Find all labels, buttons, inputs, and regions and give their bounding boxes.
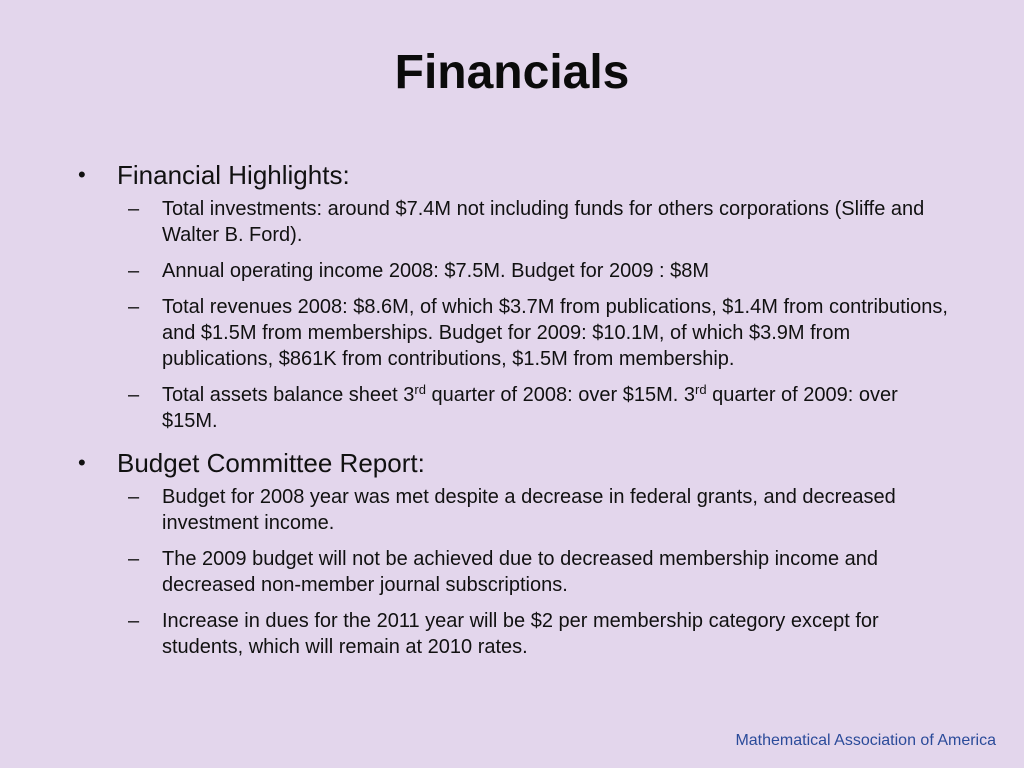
dash-icon: – (128, 486, 140, 508)
financial-highlights-list (70, 196, 950, 434)
dash-icon: – (128, 198, 140, 220)
dash-icon: – (128, 610, 140, 632)
list-item-text: Total investments: around $7.4M not including funds for others corporations (Sliffe and Walter B. Ford). (162, 198, 925, 246)
list-item-text: Increase in dues for the 2011 year will be $2 per membership category except for students, which will remain at 2010 rates. (162, 610, 879, 658)
text-part: Total assets balance sheet 3 (162, 384, 415, 406)
section-heading-budget-committee (70, 444, 950, 482)
list-item (70, 294, 950, 372)
bullet-icon: • (78, 450, 86, 475)
superscript: rd (695, 382, 707, 397)
list-item-text: Total revenues 2008: $8.6M, of which $3.7M from publications, $1.4M from contributions, and $1.5M from memberships. Budget for 2009: $10.1M, of which $3.9M from publications, $861K from contributions, $1.5M from membership. (162, 296, 948, 370)
section-heading-text: Financial Highlights: (117, 160, 350, 190)
list-item-text (162, 384, 898, 432)
superscript: rd (414, 382, 426, 397)
dash-icon: – (128, 548, 140, 570)
text-part: quarter of 2009: over $15M. (162, 384, 898, 432)
list-item-text: The 2009 budget will not be achieved due to decreased membership income and decreased non-member journal subscriptions. (162, 548, 879, 596)
list-item-text: Budget for 2008 year was met despite a decrease in federal grants, and decreased investment income. (162, 486, 896, 534)
list-item (70, 546, 950, 598)
section-heading-financial-highlights (70, 156, 950, 194)
slide-title: Financials (394, 46, 630, 99)
section-heading-text: Budget Committee Report: (117, 448, 425, 478)
budget-committee-list (70, 484, 950, 660)
list-item (70, 258, 950, 284)
list-item (70, 196, 950, 248)
dash-icon: – (128, 296, 140, 318)
text-part: quarter of 2008: over $15M. 3 (425, 384, 696, 406)
dash-icon: – (128, 260, 140, 282)
slide-content (70, 156, 950, 670)
list-item (70, 608, 950, 660)
dash-icon: – (128, 384, 140, 406)
footer-organization: Mathematical Association of America (735, 732, 996, 749)
list-item-text: Annual operating income 2008: $7.5M. Budget for 2009 : $8M (162, 260, 710, 282)
bullet-icon: • (78, 162, 86, 187)
list-item (70, 484, 950, 536)
list-item (70, 382, 950, 434)
